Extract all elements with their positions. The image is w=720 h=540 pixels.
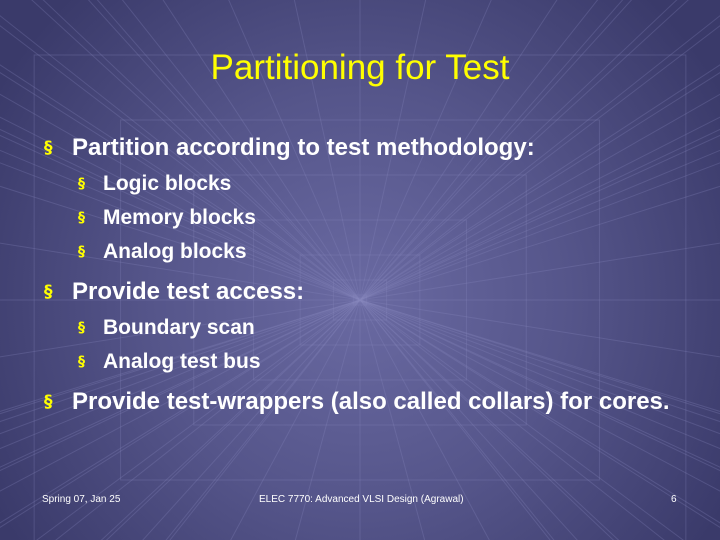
sub-bullet-item-1-2 bbox=[78, 201, 678, 235]
footer-date: Spring 07, Jan 25 bbox=[42, 494, 121, 505]
sub-bullet-text: Analog test bus bbox=[103, 350, 261, 373]
bullet-marker: § bbox=[78, 320, 85, 336]
bullet-marker: § bbox=[44, 282, 53, 302]
bullet-marker: § bbox=[78, 210, 85, 226]
bullet-marker: § bbox=[78, 244, 85, 260]
bullet-text: Partition according to test methodology: bbox=[72, 134, 535, 161]
sub-bullet-text: Logic blocks bbox=[103, 172, 232, 195]
bullet-marker: § bbox=[44, 392, 53, 412]
bullet-text: Provide test access: bbox=[72, 278, 305, 305]
sub-bullet-text: Boundary scan bbox=[103, 316, 255, 339]
bullet-text: Provide test-wrappers (also called collars) for cores. bbox=[72, 388, 670, 415]
footer-page-number: 6 bbox=[671, 494, 677, 505]
bullet-item-1 bbox=[44, 130, 684, 166]
bullet-marker: § bbox=[44, 138, 53, 158]
sub-bullet-text: Memory blocks bbox=[103, 206, 256, 229]
footer-course: ELEC 7770: Advanced VLSI Design (Agrawal) bbox=[259, 494, 464, 505]
bullet-item-3 bbox=[44, 384, 684, 420]
sub-bullet-item-2-1 bbox=[78, 311, 678, 345]
bullet-marker: § bbox=[78, 354, 85, 370]
bullet-marker: § bbox=[78, 176, 85, 192]
sub-bullet-text: Analog blocks bbox=[103, 240, 247, 263]
bullet-item-2 bbox=[44, 274, 684, 310]
sub-bullet-item-1-3 bbox=[78, 235, 678, 269]
sub-bullet-item-2-2 bbox=[78, 345, 678, 379]
sub-bullet-item-1-1 bbox=[78, 167, 678, 201]
slide-title: Partitioning for Test bbox=[210, 48, 510, 87]
